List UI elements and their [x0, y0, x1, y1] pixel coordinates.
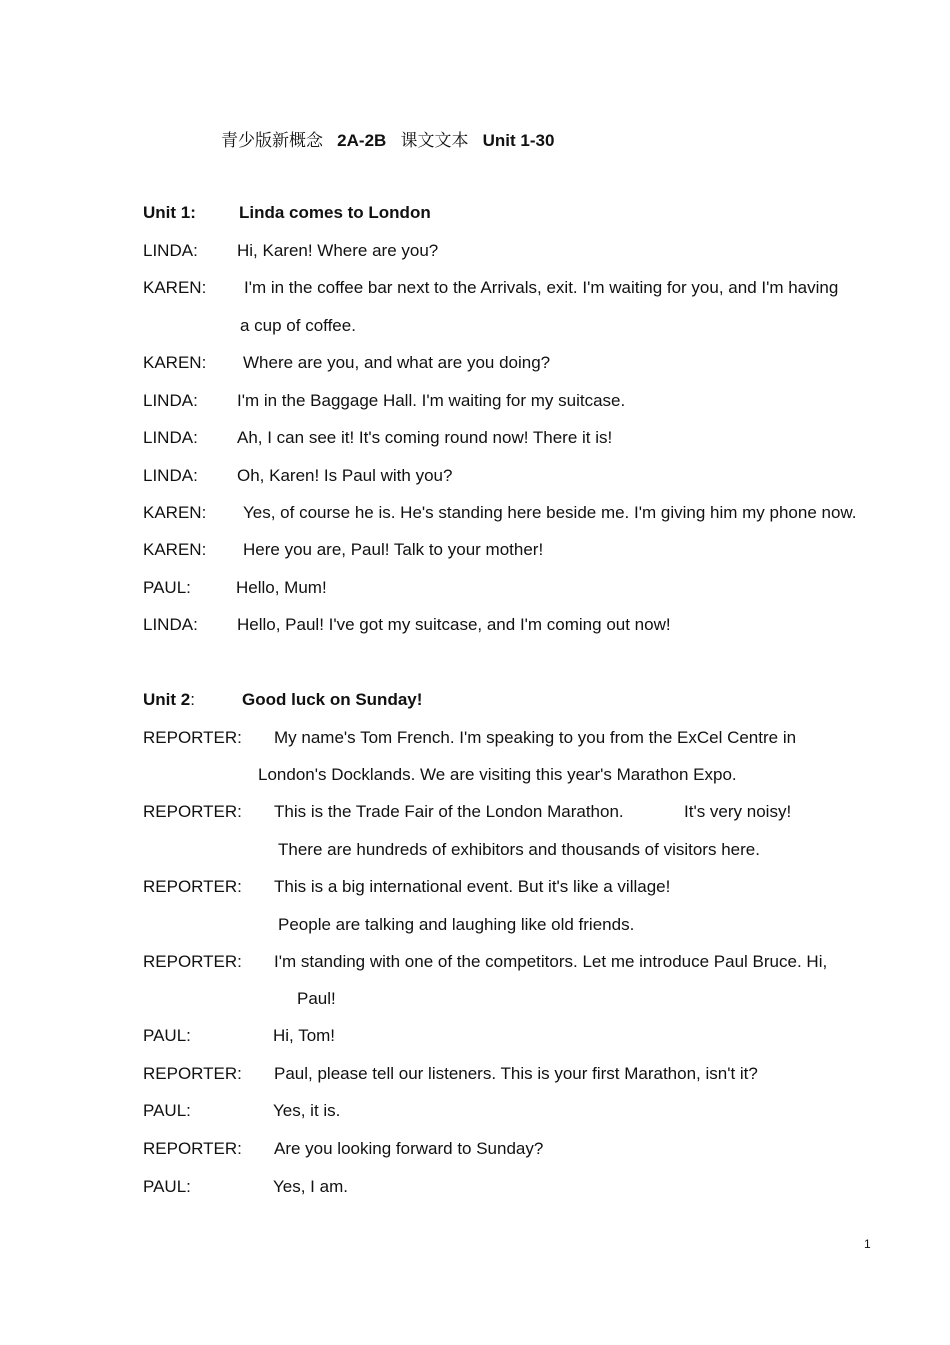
page-number: 1	[864, 1237, 871, 1251]
unit1-title: Linda comes to London	[239, 203, 431, 222]
title-cn-part2: 课文文本	[400, 131, 469, 151]
dialogue-line: Hi, Karen! Where are you?	[237, 241, 439, 260]
dialogue-line-continued: London's Docklands. We are visiting this year's Marathon Expo.	[258, 765, 737, 784]
dialogue-line: This is a big international event. But it's like a village!	[274, 877, 671, 896]
speaker-label: REPORTER:	[143, 802, 242, 821]
dialogue-line: Yes, it is.	[273, 1101, 341, 1120]
speaker-label: LINDA:	[143, 241, 198, 260]
speaker-label: REPORTER:	[143, 1064, 242, 1083]
dialogue-line: Hello, Mum!	[236, 578, 327, 597]
dialogue-line: Hello, Paul! I've got my suitcase, and I'm coming out now!	[237, 615, 671, 634]
dialogue-line: This is the Trade Fair of the London Marathon.	[274, 802, 624, 821]
document-title	[221, 126, 554, 151]
unit2-title: Good luck on Sunday!	[242, 690, 423, 709]
dialogue-line-aside: It's very noisy!	[684, 802, 792, 821]
speaker-label: KAREN:	[143, 540, 207, 559]
dialogue-line: Hi, Tom!	[273, 1026, 336, 1045]
dialogue-line: Ah, I can see it! It's coming round now! There it is!	[237, 428, 613, 447]
dialogue-line: Paul, please tell our listeners. This is your first Marathon, isn't it?	[274, 1064, 758, 1083]
unit2-label	[143, 690, 195, 710]
speaker-label: REPORTER:	[143, 952, 242, 971]
title-code: 2A-2B	[337, 131, 387, 150]
dialogue-line: I'm in the Baggage Hall. I'm waiting for my suitcase.	[237, 391, 626, 410]
speaker-label: LINDA:	[143, 466, 198, 485]
dialogue-line: I'm standing with one of the competitors. Let me introduce Paul Bruce. Hi,	[274, 952, 828, 971]
dialogue-line: Yes, of course he is. He's standing here beside me. I'm giving him my phone now.	[243, 503, 857, 522]
dialogue-line: I'm in the coffee bar next to the Arrivals, exit. I'm waiting for you, and I'm having	[244, 278, 839, 297]
speaker-label: LINDA:	[143, 391, 198, 410]
speaker-label: KAREN:	[143, 353, 207, 372]
speaker-label: PAUL:	[143, 1101, 191, 1120]
unit2-label-text: Unit 2	[143, 690, 191, 709]
dialogue-line-continued: a cup of coffee.	[240, 316, 356, 335]
speaker-label: PAUL:	[143, 1026, 191, 1045]
dialogue-line: Yes, I am.	[273, 1177, 348, 1196]
dialogue-line: My name's Tom French. I'm speaking to you from the ExCel Centre in	[274, 728, 797, 747]
speaker-label: KAREN:	[143, 503, 207, 522]
dialogue-line: Are you looking forward to Sunday?	[274, 1139, 544, 1158]
dialogue-line: Where are you, and what are you doing?	[243, 353, 551, 372]
speaker-label: PAUL:	[143, 1177, 191, 1196]
speaker-label: LINDA:	[143, 615, 198, 634]
dialogue-line: Oh, Karen! Is Paul with you?	[237, 466, 453, 485]
speaker-label: KAREN:	[143, 278, 207, 297]
speaker-label: REPORTER:	[143, 1139, 242, 1158]
title-units: Unit 1-30	[482, 131, 555, 150]
dialogue-line-continued: Paul!	[297, 989, 336, 1008]
unit2-label-colon: :	[190, 690, 195, 709]
dialogue-line-continued: There are hundreds of exhibitors and thousands of visitors here.	[278, 840, 760, 859]
dialogue-line-continued: People are talking and laughing like old friends.	[278, 915, 635, 934]
title-cn-part1: 青少版新概念	[221, 131, 323, 151]
dialogue-line: Here you are, Paul! Talk to your mother!	[243, 540, 544, 559]
speaker-label: PAUL:	[143, 578, 191, 597]
speaker-label: REPORTER:	[143, 728, 242, 747]
speaker-label: LINDA:	[143, 428, 198, 447]
unit1-label: Unit 1:	[143, 203, 196, 222]
speaker-label: REPORTER:	[143, 877, 242, 896]
